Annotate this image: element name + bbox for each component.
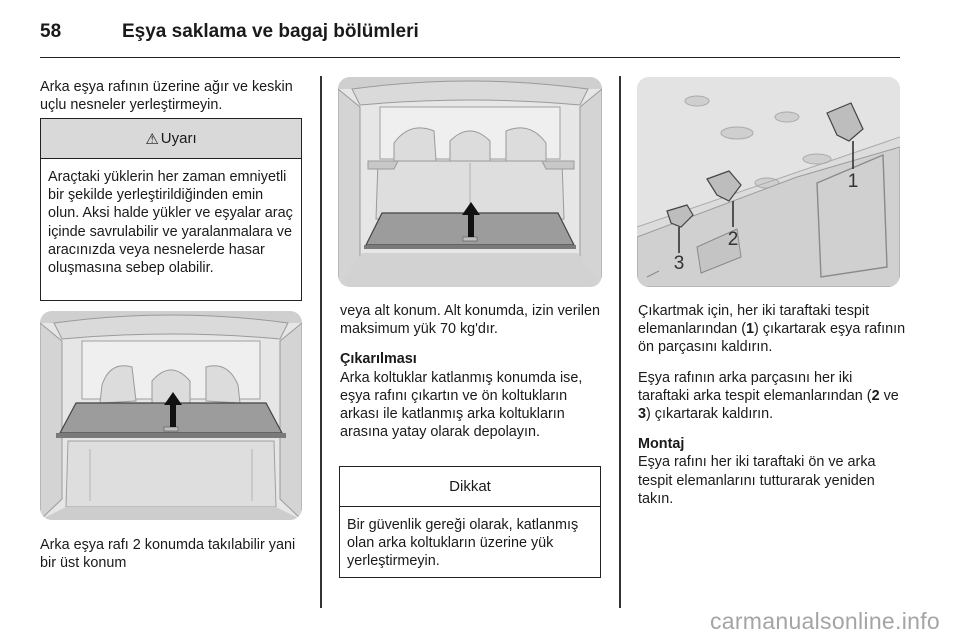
- caption-text: Arka eşya rafı 2 konumda takılabilir yani bir üst konum: [40, 537, 296, 572]
- callout-2: 2: [727, 229, 739, 250]
- column-divider-1: [320, 76, 322, 608]
- assembly-heading: Montaj: [638, 436, 685, 453]
- notice-box: [339, 466, 601, 578]
- column-1: [40, 78, 305, 114]
- column-2-text: [340, 302, 610, 441]
- watermark: carmanualsonline.info: [709, 608, 940, 634]
- lower-position-text: veya alt konum. Alt konumda, izin verilen maksimum yük 70 kg'dır.: [340, 303, 600, 338]
- cargo-area-lower-illustration: [338, 77, 602, 287]
- warning-box: [40, 118, 302, 301]
- removal-front-text: Çıkartmak için, her iki taraftaki tespit elemanlarından (1) çıkartarak eşya rafının ön parçasını kaldırın.: [638, 303, 906, 356]
- warning-triangle-icon: ⚠: [145, 130, 159, 148]
- assembly-text: Eşya rafını her iki taraftaki ön ve arka tespit elemanlarını tutturarak yeniden takın.: [638, 454, 876, 507]
- warning-header: [41, 119, 301, 159]
- page-header: [40, 18, 900, 58]
- figure-shelf-upper-position: [40, 311, 302, 520]
- removal-text: Arka koltuklar katlanmış konumda ise, eşya rafını çıkartın ve ön koltukların arkası ile katlanmış arka koltukların arasına yatay olarak depolayın.: [340, 369, 583, 441]
- fasteners-illustration: [637, 77, 900, 287]
- notice-text: Bir güvenlik gereği olarak, katlanmış olan arka koltukların üzerine yük yerleştirmeyin.: [347, 517, 579, 570]
- cargo-area-illustration: [40, 311, 302, 520]
- notice-header: [340, 467, 600, 507]
- warning-text: Araçtaki yüklerin her zaman emniyetli bir şekilde yerleştirildiğinden emin olun. Aksi halde yükler ve eşyalar araç içinde savrulabilir ve yaralanmalara ve aracınızda veya nesnelerde hasar oluşmasına sebep olabilir.: [48, 169, 293, 277]
- warning-title: Uyarı: [160, 130, 197, 147]
- figure-1-caption: [40, 536, 305, 572]
- column-divider-2: [619, 76, 621, 608]
- notice-title: Dikkat: [449, 478, 491, 495]
- figure-shelf-fasteners: [637, 77, 900, 287]
- removal-rear-text: Eşya rafının arka parçasını her iki taraftaki arka tespit elemanlarından (2 ve 3) çıkartarak kaldırın.: [638, 369, 899, 423]
- figure-shelf-lower-position: [338, 77, 602, 287]
- removal-heading: Çıkarılması: [340, 351, 417, 368]
- callout-3: 3: [673, 253, 685, 274]
- callout-1: 1: [847, 171, 859, 192]
- chapter-title: Eşya saklama ve bagaj bölümleri: [122, 21, 419, 42]
- column-3-text: [638, 302, 906, 508]
- intro-text: Arka eşya rafının üzerine ağır ve keskin uçlu nesneler yerleştirmeyin.: [40, 79, 293, 114]
- page-number: 58: [40, 21, 62, 42]
